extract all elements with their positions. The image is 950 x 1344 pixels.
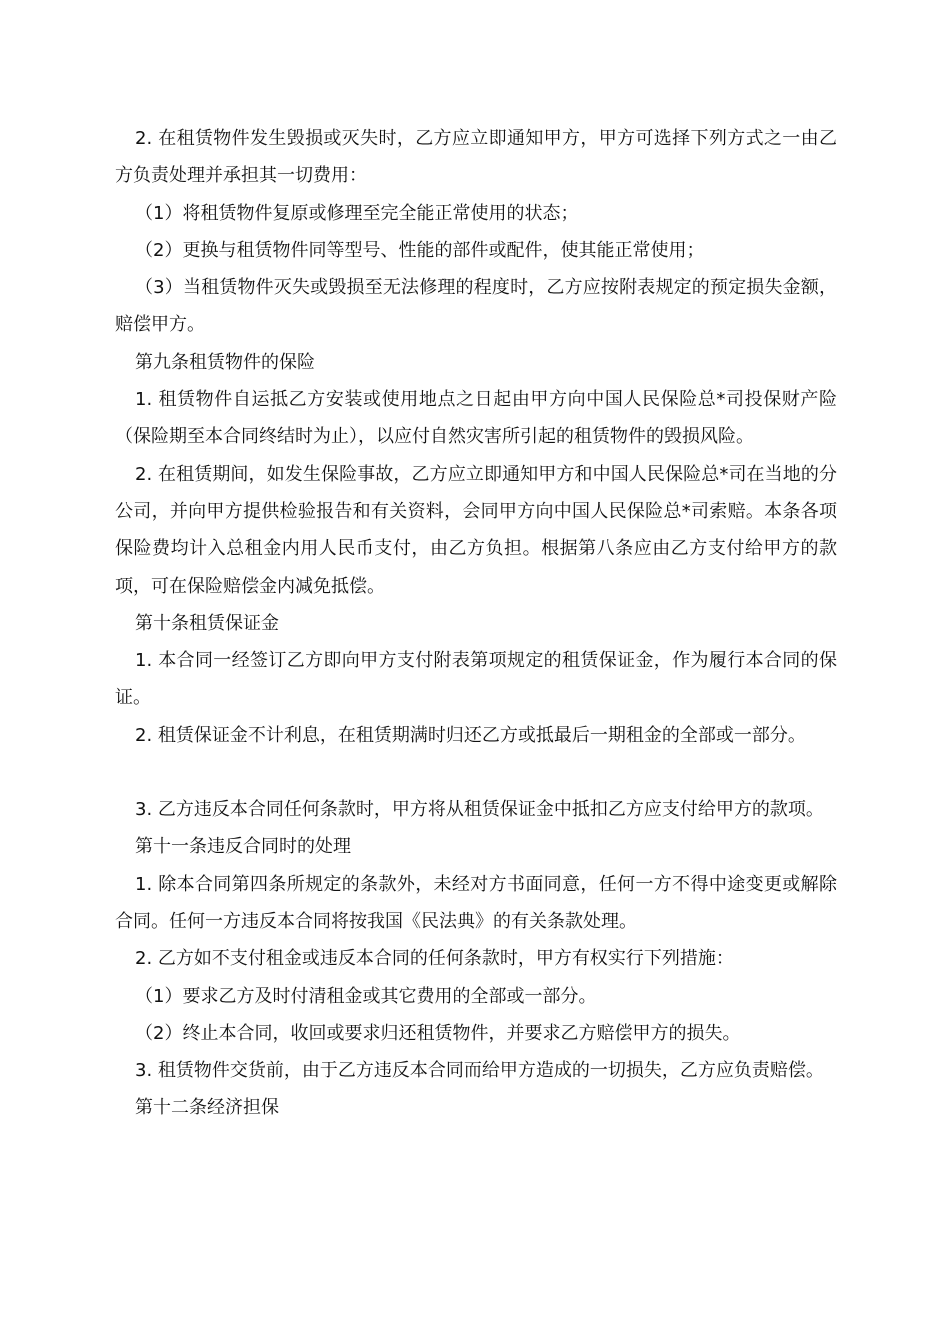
paragraph-deposit-1: 1. 本合同一经签订乙方即向甲方支付附表第项规定的租赁保证金，作为履行本合同的保证。 <box>115 650 837 709</box>
paragraph-breach-3: 3. 租赁物件交货前，由于乙方违反本合同而给甲方造成的一切损失，乙方应负责赔偿。 <box>135 1060 824 1082</box>
paragraph-option-3: （3）当租赁物件灭失或毁损至无法修理的程度时，乙方应按附表规定的预定损失金额，赔偿甲方。 <box>115 277 837 336</box>
paragraph-option-2: （2）更换与租赁物件同等型号、性能的部件或配件，使其能正常使用； <box>135 239 705 261</box>
paragraph-insurance-2: 2. 在租赁期间，如发生保险事故，乙方应立即通知甲方和中国人民保险总*司在当地的分公司，并向甲方提供检验报告和有关资料，会同甲方向中国人民保险总*司索赔。本条各项保险费均计入总租金内用人民币支付，由乙方负担。根据第八条应由乙方支付给甲方的款项，可在保险赔偿金内减免抵偿。 <box>115 463 837 597</box>
section-heading-article-12: 第十二条经济担保 <box>135 1097 279 1119</box>
paragraph-breach-1: 1. 除本合同第四条所规定的条款外，未经对方书面同意，任何一方不得中途变更或解除合同。任何一方违反本合同将按我国《民法典》的有关条款处理。 <box>115 873 837 932</box>
paragraph-measure-1: （1）要求乙方及时付清租金或其它费用的全部或一部分。 <box>135 985 597 1007</box>
paragraph-breach-2: 2. 乙方如不支付租金或违反本合同的任何条款时，甲方有权实行下列措施： <box>135 948 734 970</box>
section-heading-article-10: 第十条租赁保证金 <box>135 612 279 634</box>
paragraph-deposit-3: 3. 乙方违反本合同任何条款时，甲方将从租赁保证金中抵扣乙方应支付给甲方的款项。 <box>135 799 824 821</box>
paragraph-measure-2: （2）终止本合同，收回或要求归还租赁物件，并要求乙方赔偿甲方的损失。 <box>135 1022 741 1044</box>
section-heading-article-9: 第九条租赁物件的保险 <box>135 351 315 373</box>
paragraph-damage-handling: 2. 在租赁物件发生毁损或灭失时，乙方应立即通知甲方，甲方可选择下列方式之一由乙方负责处理并承担其一切费用： <box>115 128 837 187</box>
paragraph-option-1: （1）将租赁物件复原或修理至完全能正常使用的状态； <box>135 202 579 224</box>
section-heading-article-11: 第十一条违反合同时的处理 <box>135 836 351 858</box>
paragraph-deposit-2: 2. 租赁保证金不计利息，在租赁期满时归还乙方或抵最后一期租金的全部或一部分。 <box>135 724 806 746</box>
paragraph-insurance-1: 1. 租赁物件自运抵乙方安装或使用地点之日起由甲方向中国人民保险总*司投保财产险（保险期至本合同终结时为止），以应付自然灾害所引起的租赁物件的毁损风险。 <box>115 389 837 448</box>
document-body <box>115 120 837 1127</box>
